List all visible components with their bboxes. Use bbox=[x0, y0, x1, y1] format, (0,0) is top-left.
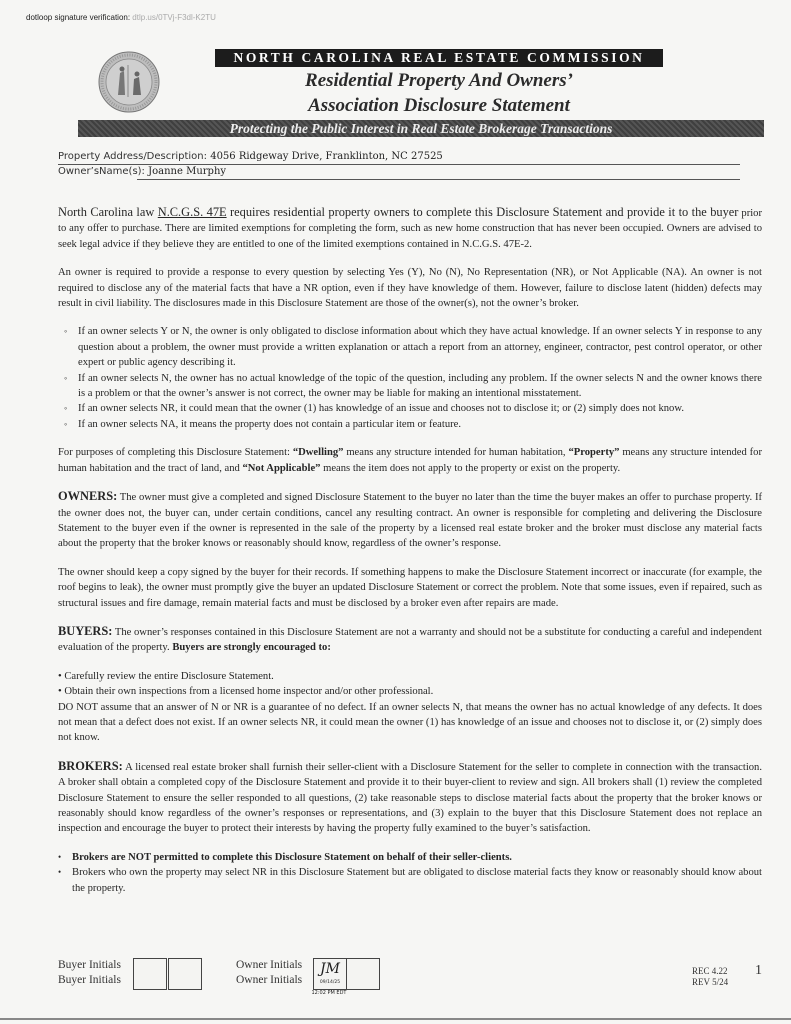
brokers-bullet bbox=[72, 850, 762, 865]
brokers-bullet: • Brokers who own the property may select NR in this Disclosure Statement but are obligated to disclose material facts they know or reasonably should know about the property. bbox=[72, 865, 762, 896]
buyers-warning: DO NOT assume that an answer of N or NR is a guarantee of no defect. If an owner selects N, that means the owner has no actual knowledge of any defects. It does not mean that a defect does not exist. If an owner selects NR, it could mean the owner (1) has knowledge of an issue and chooses not to disclose it, or (2) simply does not know. bbox=[58, 701, 762, 744]
owner-initials-signature: JM bbox=[320, 961, 340, 977]
owner-underline bbox=[137, 179, 740, 180]
response-bullet: ◦ If an owner selects Y or N, the owner is only obligated to disclose information about which they have actual knowledge. If an owner selects Y in response to any question about a problem, the owner must provide a written explanation or attach a report from an attorney, engineer, contractor, pest control operator, or other expert or public agency describing it. bbox=[78, 324, 762, 370]
buyer-initials-labels bbox=[58, 958, 121, 988]
response-bullet-list bbox=[58, 324, 762, 432]
document-title-line2: Association Disclosure Statement bbox=[308, 95, 570, 116]
signature-date: 09/14/25 bbox=[319, 980, 341, 985]
brokers-text: A licensed real estate broker shall furnish their seller-client with a Disclosure Statement for the seller to complete in connection with the transaction. A broker shall obtain a completed copy of the Disclosure Statement and provide it to their buyer-client to review and sign. All brokers shall (1) review the completed Disclosure Statement to ensure the seller responded to all questions, (2) take reasonable steps to disclose material facts about the property that the broker knows or reasonably should know regardless of the owner’s responses or representations, and (3) explain to the buyer that this Disclosure Statement does not replace an inspection and encourage the buyer to protect their interests by having the property fully examined to the buyer’s satisfaction. bbox=[58, 761, 762, 835]
owner-name-field[interactable] bbox=[58, 166, 226, 177]
nc-state-seal-icon bbox=[98, 51, 160, 113]
definitions-paragraph bbox=[58, 445, 762, 476]
response-bullet: ◦ If an owner selects NR, it could mean that the owner (1) has knowledge of an issue and chooses not to disclose it; or (2) simply does not know. bbox=[78, 401, 762, 416]
owners-paragraph bbox=[58, 489, 762, 552]
buyer-initials-box-2[interactable] bbox=[168, 958, 202, 990]
buyers-bullet: • Carefully review the entire Disclosure Statement. bbox=[58, 670, 274, 682]
definitions-text: For purposes of completing this Disclosure Statement: bbox=[58, 447, 293, 459]
definitions-text: means any structure intended for human habitation, bbox=[343, 447, 569, 459]
buyers-bullet-text: Carefully review the entire Disclosure Statement. bbox=[64, 670, 274, 682]
owner-name-value[interactable]: Joanne Murphy bbox=[148, 166, 227, 177]
buyer-initials-box-1[interactable] bbox=[133, 958, 167, 990]
owner-initials-labels bbox=[236, 958, 302, 988]
term-not-applicable: “Not Applicable” bbox=[242, 462, 321, 474]
response-paragraph: An owner is required to provide a response to every question by selecting Yes (Y), No (N), No Representation (NR), or Not Applicable (NA). An owner is not required to disclose any of the material facts that have a NR option, even if they have knowledge of them. However, failure to disclose latent (hidden) defects may result in civil liability. The disclosures made in this Disclosure Statement are those of the owner(s), not the owner’s broker. bbox=[58, 267, 762, 310]
intro-text: North Carolina law bbox=[58, 205, 158, 219]
scan-edge-line bbox=[0, 1018, 791, 1020]
copy-paragraph: The owner should keep a copy signed by the buyer for their records. If something happens to make the Disclosure Statement incorrect or inaccurate (for example, the roof begins to leak), the owner must promptly give the buyer an updated Disclosure Statement or correct the problem. Note that some issues, even if repaired, such as structural issues and fire damage, remain material facts and must be disclosed by a broker even after repairs are made. bbox=[58, 566, 762, 609]
verification-code[interactable]: dtlp.us/0TVj-F3dl-K2TU bbox=[132, 13, 216, 22]
buyers-text: The owner’s responses contained in this Disclosure Statement are not a warranty and should not be a substitute for conducting a careful and independent evaluation of the property. bbox=[58, 626, 762, 654]
verification-label: dotloop signature verification: bbox=[26, 13, 131, 22]
property-address-field[interactable] bbox=[58, 151, 443, 162]
tagline-banner: Protecting the Public Interest in Real Estate Brokerage Transactions bbox=[78, 120, 764, 137]
address-underline bbox=[58, 164, 740, 165]
owner-initials-box-2[interactable] bbox=[346, 958, 380, 990]
form-revision bbox=[692, 966, 728, 988]
brokers-paragraph bbox=[58, 759, 762, 837]
owner-initials-box-1[interactable] bbox=[313, 958, 347, 990]
owners-heading: OWNERS: bbox=[58, 489, 118, 504]
rev-line2: REV 5/24 bbox=[692, 977, 729, 987]
intro-paragraph bbox=[58, 205, 762, 252]
brokers-bullet-list bbox=[58, 850, 762, 896]
commission-banner: NORTH CAROLINA REAL ESTATE COMMISSION bbox=[215, 49, 663, 67]
disclosure-body bbox=[58, 205, 762, 909]
buyers-heading: BUYERS: bbox=[58, 623, 113, 638]
response-bullet: ◦ If an owner selects NA, it means the property does not contain a particular item or feature. bbox=[78, 417, 762, 432]
buyers-encouraged: Buyers are strongly encouraged to: bbox=[172, 642, 331, 654]
response-bullet: ◦ If an owner selects N, the owner has no actual knowledge of the topic of the question, including any problem. If the owner selects N and the owner knows there is a problem or that the owner’s answer is not correct, the owner may be liable for making an intentional misstatement. bbox=[78, 371, 762, 402]
definitions-text: means the item does not apply to the property or exist on the property. bbox=[320, 462, 621, 474]
brokers-heading: BROKERS: bbox=[58, 758, 123, 773]
rev-line1: REC 4.22 bbox=[692, 966, 728, 976]
intro-rest: prior to any offer to purchase. There are limited exemptions for completing the form, such as new home construction that has never been occupied. Owners are advised to seek legal advice if they believe they are entitled to one of the limited exemptions contained in N.C.G.S. 47E-2. bbox=[58, 208, 762, 250]
buyer-initials-label: Buyer Initials bbox=[58, 974, 121, 986]
buyers-bullet: • Obtain their own inspections from a licensed home inspector and/or other professional. bbox=[58, 686, 434, 698]
signature-verification bbox=[26, 13, 216, 22]
intro-text-cont: requires residential property owners to complete this Disclosure Statement and provide it to the buyer bbox=[226, 205, 739, 219]
signature-time: 12:02 PM EDT bbox=[311, 990, 347, 996]
document-title-line1: Residential Property And Owners’ bbox=[305, 70, 573, 91]
buyers-bullet-text: Obtain their own inspections from a licensed home inspector and/or other professional. bbox=[64, 686, 434, 698]
buyers-paragraph bbox=[58, 624, 762, 656]
term-dwelling: “Dwelling” bbox=[292, 447, 344, 459]
owner-initials-label: Owner Initials bbox=[236, 974, 303, 986]
statute-link[interactable]: N.C.G.S. 47E bbox=[157, 205, 227, 219]
page-number: 1 bbox=[755, 963, 762, 978]
owners-text: The owner must give a completed and signed Disclosure Statement to the buyer no later than the time the buyer makes an offer to purchase property. If the owner does not, the buyer can, under certain conditions, cancel any resulting contract. An owner is responsible for completing and delivering the Disclosure Statement to the buyer even if the owner is represented in the sale of the property by a licensed real estate broker and the broker must disclose any material facts about the property that the broker knows or reasonably should know, regardless of the owner’s response. bbox=[58, 492, 762, 550]
owner-initials-label: Owner Initials bbox=[236, 959, 303, 971]
property-address-value[interactable]: 4056 Ridgeway Drive, Franklinton, NC 27525 bbox=[210, 151, 443, 162]
definitions-text: means any structure intended for human habitation and the tract of land, and bbox=[58, 447, 763, 474]
brokers-bullet-bold: Brokers are NOT permitted to complete this Disclosure Statement on behalf of their seller-clients. bbox=[72, 851, 512, 863]
property-address-label: Property Address/Description: bbox=[58, 151, 208, 162]
buyer-initials-label: Buyer Initials bbox=[58, 959, 121, 971]
term-property: “Property” bbox=[568, 447, 620, 459]
owner-name-label: Owner’sName(s): bbox=[58, 166, 145, 177]
